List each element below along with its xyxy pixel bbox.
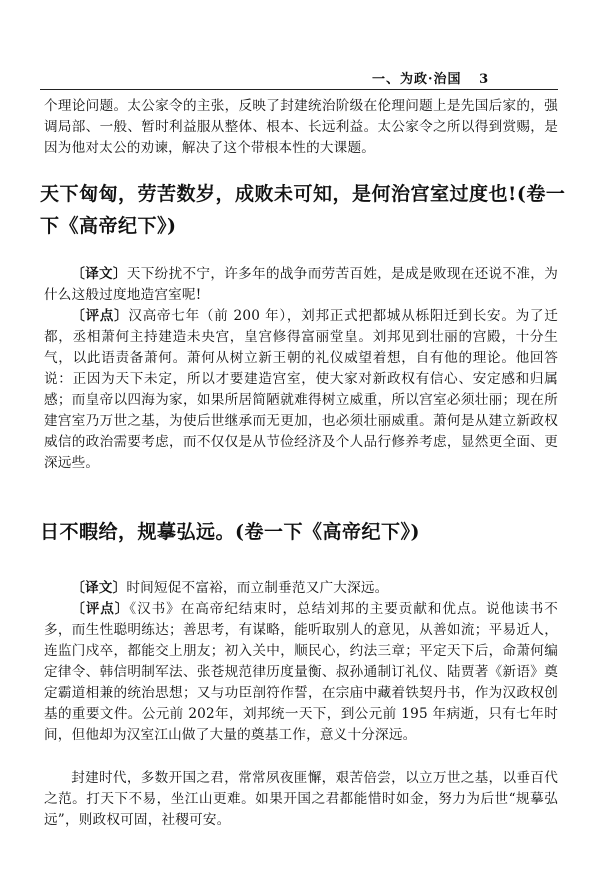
header-rule: [40, 89, 558, 90]
page-number: 3: [479, 72, 490, 87]
q1-comment: [44, 306, 558, 474]
intro-paragraph: 个理论问题。太公家令的主张，反映了封建统治阶级在伦理问题上是先国后家的，强调局部、一般、暂时利益服从整体、根本、长远利益。太公家令之所以得到赏赐，是因为他对太公的劝谏，解决了这个带根本性的大课题。: [44, 98, 558, 156]
final-paragraph: 封建时代，多数开国之君，常常夙夜匪懈，艰苦倍尝，以立万世之基，以垂百代之范。打天下不易，坐江山更难。如果开国之君都能惜时如金，努力为后世“规摹弘远”，则政权可固，社稷可安。: [44, 770, 558, 828]
q2-comment: [44, 599, 558, 746]
quote-2: 日不暇给，规摹弘远。(卷一下《高帝纪下》): [40, 521, 420, 543]
q2-translation: [44, 578, 558, 599]
comment-tag: 〔评点〕: [71, 308, 129, 324]
translation-tag: 〔译文〕: [71, 266, 127, 282]
translation-text: 时间短促不富裕，而立制垂范又广大深远。: [126, 580, 389, 596]
translation-text: 天下纷扰不宁，许多年的战争而劳苦百姓，是成是败现在还说不准，为什么这般过度地造宫室呢!: [44, 266, 558, 303]
running-head: [372, 68, 572, 87]
comment-text: 汉高帝七年（前 200 年），刘邦正式把都城从栎阳迁到长安。为了迁都，丞相萧何主持建造未央宫，皇宫修得富丽堂皇。刘邦见到壮丽的宫殿，十分生气，以此语责备萧何。萧何从树立新王朝的礼仪威望着想，自有他的理论。他回答说：正因为天下未定，所以才要建造宫室，使大家对新政权有信心、安定感和归属感；而皇帝以四海为家，如果所居简陋就难得树立威重，所以宫室必须壮丽；现在所建宫室乃万世之基，为使后世继承而无更加，也必须壮丽威重。萧何是从建立新政权威信的政治需要考虑，而不仅仅是从节俭经济及个人品行修养考虑，显然更全面、更深远些。: [44, 308, 558, 471]
comment-text: 《汉书》在高帝纪结束时，总结刘邦的主要贡献和优点。说他读书不多，而生性聪明练达；善思考，有谋略，能听取别人的意见，从善如流；平易近人，连监门戍卒，都能交上朋友；初入关中，顺民心，约法三章；平定天下后，命萧何编定律令、韩信明制军法、张苍规范律历度量衡、叔孙通制订礼仪、陆贾著《新语》奠定霸道相兼的统治思想；又与功臣剖符作誓，在宗庙中藏着铁契丹书，作为汉政权创基的重要文件。公元前 202年，刘邦统一天下，到公元前 195 年病逝，只有七年时间，但他却为汉室江山做了大量的奠基工作，意义十分深远。: [44, 601, 558, 743]
q1-translation: [44, 264, 558, 306]
comment-tag: 〔评点〕: [71, 601, 130, 617]
quote-1: 天下匈匈，劳苦数岁，成败未可知，是何治宫室过度也!(卷一下《高帝纪下》): [40, 183, 566, 237]
chapter-title: 一、为政·治国: [372, 72, 462, 87]
translation-tag: 〔译文〕: [71, 580, 127, 596]
